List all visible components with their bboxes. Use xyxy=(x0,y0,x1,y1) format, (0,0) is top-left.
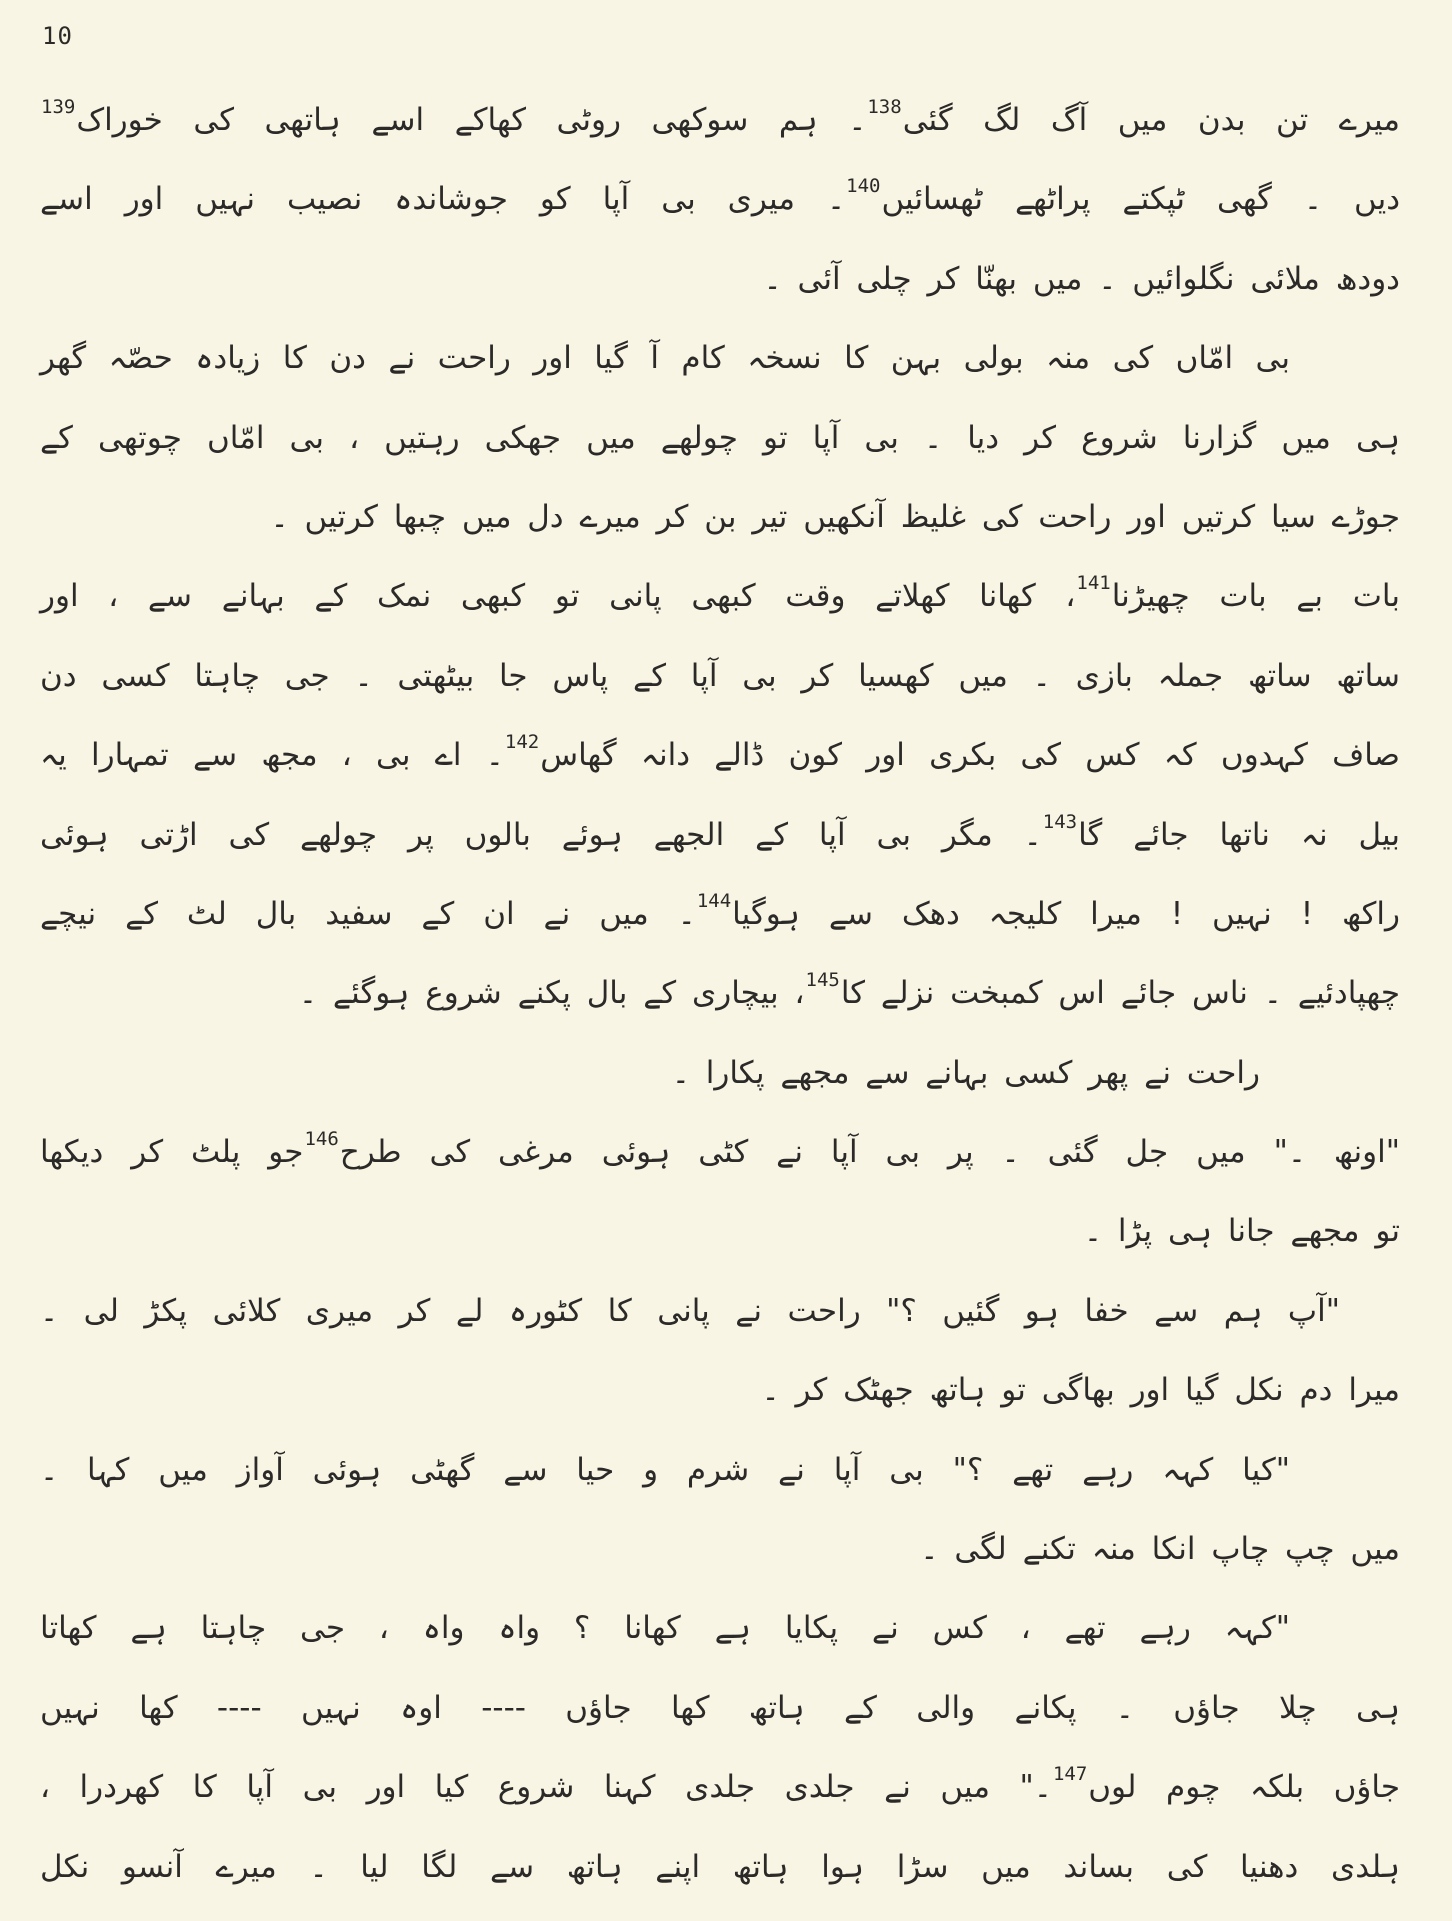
text-segment: بات بے بات چھیڑنا xyxy=(1111,578,1400,615)
text-line xyxy=(40,413,1400,492)
text-segment: دودھ ملائی نگلوائیں ۔ میں بھنّا کر چلی آئی ۔ xyxy=(763,260,1400,297)
text-line xyxy=(40,1683,1400,1762)
text-segment: ۔ ہم سوکھی روٹی کھاکے اسے ہاتھی کی خوراک xyxy=(76,102,867,138)
text-segment: بی امّاں کی منہ بولی بہن کا نسخہ کام آ گیا اور راحت نے دن کا زیادہ حصّہ گھر xyxy=(40,340,1290,377)
text-segment: "اونھ ۔" میں جل گئی ۔ پر بی آپا نے کٹی ہوئی مرغی کی طرح xyxy=(339,1134,1400,1171)
text-segment: جوڑے سیا کرتیں اور راحت کی غلیظ آنکھیں تیر بن کر میرے دل میں چبھا کرتیں ۔ xyxy=(270,498,1400,535)
text-segment: جو پلٹ کر دیکھا xyxy=(40,1134,304,1171)
text-segment: ۔ میں نے ان کے سفید بال لٹ کے نیچے xyxy=(40,895,696,932)
text-segment: بیل نہ ناتھا جائے گا xyxy=(1078,816,1400,853)
footnote-marker: 142 xyxy=(504,731,540,754)
text-line xyxy=(40,889,1400,968)
text-segment: جاؤں بلکہ چوم لوں xyxy=(1088,1769,1400,1806)
text-segment: ہی میں گزارنا شروع کر دیا ۔ بی آپا تو چولھے میں جھکی رہتیں ، بی امّاں چوتھی کے xyxy=(40,419,1400,456)
text-segment: دیں ۔ گھی ٹپکتے پراٹھے ٹھسائیں xyxy=(881,181,1401,218)
text-line xyxy=(40,1127,1400,1206)
text-segment: ، بیچاری کے بال پکنے شروع ہوگئے ۔ xyxy=(298,975,805,1012)
page-number: 10 xyxy=(42,22,73,50)
text-segment: "آپ ہم سے خفا ہو گئیں ؟" راحت نے پانی کا کٹورہ لے کر میری کلائی پکڑ لی ۔ xyxy=(40,1292,1340,1329)
text-line xyxy=(40,810,1400,889)
text-segment: راحت نے پھر کسی بہانے سے مجھے پکارا ۔ xyxy=(671,1054,1260,1091)
text-line xyxy=(40,1286,1400,1365)
text-segment: راکھ ! نہیں ! میرا کلیجہ دھک سے ہوگیا xyxy=(732,895,1400,932)
text-segment: ۔" میں نے جلدی جلدی کہنا شروع کیا اور بی آپا کا کھردرا ، xyxy=(40,1769,1052,1806)
text-line xyxy=(40,1445,1400,1524)
text-segment: ساتھ ساتھ جملہ بازی ۔ میں کھسیا کر بی آپا کے پاس جا بیٹھتی ۔ جی چاہتا کسی دن xyxy=(40,657,1400,694)
text-segment: "کیا کہہ رہے تھے ؟" بی آپا نے شرم و حیا سے گھٹی ہوئی آواز میں کہا ۔ xyxy=(40,1451,1290,1488)
text-line xyxy=(40,1048,1400,1127)
text-segment: ، کھانا کھلاتے وقت کبھی پانی تو کبھی نمک کے بہانے سے ، اور xyxy=(40,578,1076,615)
text-line xyxy=(40,1762,1400,1841)
text-line xyxy=(40,492,1400,571)
text-segment: میرے تن بدن میں آگ لگ گئی xyxy=(902,102,1400,138)
text-line xyxy=(40,174,1400,253)
footnote-marker: 144 xyxy=(696,889,732,912)
text-segment: تو مجھے جانا ہی پڑا ۔ xyxy=(1083,1213,1400,1250)
text-line xyxy=(40,968,1400,1047)
text-line xyxy=(40,1206,1400,1285)
text-segment: ۔ میری بی آپا کو جوشاندہ نصیب نہیں اور اسے xyxy=(40,181,846,218)
footnote-marker: 140 xyxy=(846,175,881,198)
text-segment: میرا دم نکل گیا اور بھاگی تو ہاتھ جھٹک کر ۔ xyxy=(761,1372,1400,1409)
footnote-marker: 143 xyxy=(1042,810,1078,833)
text-line xyxy=(40,651,1400,730)
text-segment: صاف کہدوں کہ کس کی بکری اور کون ڈالے دانہ گھاس xyxy=(540,737,1400,774)
text-line xyxy=(40,95,1400,174)
footnote-marker: 138 xyxy=(867,96,902,118)
text-line xyxy=(40,1365,1400,1444)
text-line xyxy=(40,571,1400,650)
text-line xyxy=(40,1603,1400,1682)
text-line xyxy=(40,730,1400,809)
text-segment: ہلدی دھنیا کی بساند میں سڑا ہوا ہاتھ اپنے ہاتھ سے لگا لیا ۔ میرے آنسو نکل xyxy=(40,1848,1400,1885)
text-segment: چھپادئیے ۔ ناس جائے اس کمبخت نزلے کا xyxy=(840,975,1400,1012)
text-line xyxy=(40,1524,1400,1603)
text-line xyxy=(40,254,1400,333)
text-line xyxy=(40,1842,1400,1921)
footnote-marker: 141 xyxy=(1076,572,1111,595)
text-segment: "کہہ رہے تھے ، کس نے پکایا ہے کھانا ؟ واہ واہ ، جی چاہتا ہے کھاتا xyxy=(40,1610,1290,1647)
footnote-marker: 146 xyxy=(304,1128,339,1151)
text-line xyxy=(40,333,1400,412)
footnote-marker: 145 xyxy=(805,969,840,992)
text-segment: ہی چلا جاؤں ۔ پکانے والی کے ہاتھ کھا جاؤں ---- اوہ نہیں ---- کھا نہیں xyxy=(40,1689,1400,1726)
footnote-marker: 139 xyxy=(41,96,76,118)
footnote-marker: 147 xyxy=(1052,1763,1088,1786)
text-segment: ۔ مگر بی آپا کے الجھے ہوئے بالوں پر چولھے کی اڑتی ہوئی xyxy=(40,816,1042,853)
text-segment: ۔ اے بی ، مجھ سے تمہارا یہ xyxy=(40,737,504,774)
text-body xyxy=(40,95,1400,1921)
text-segment: میں چپ چاپ انکا منہ تکنے لگی ۔ xyxy=(920,1531,1400,1568)
